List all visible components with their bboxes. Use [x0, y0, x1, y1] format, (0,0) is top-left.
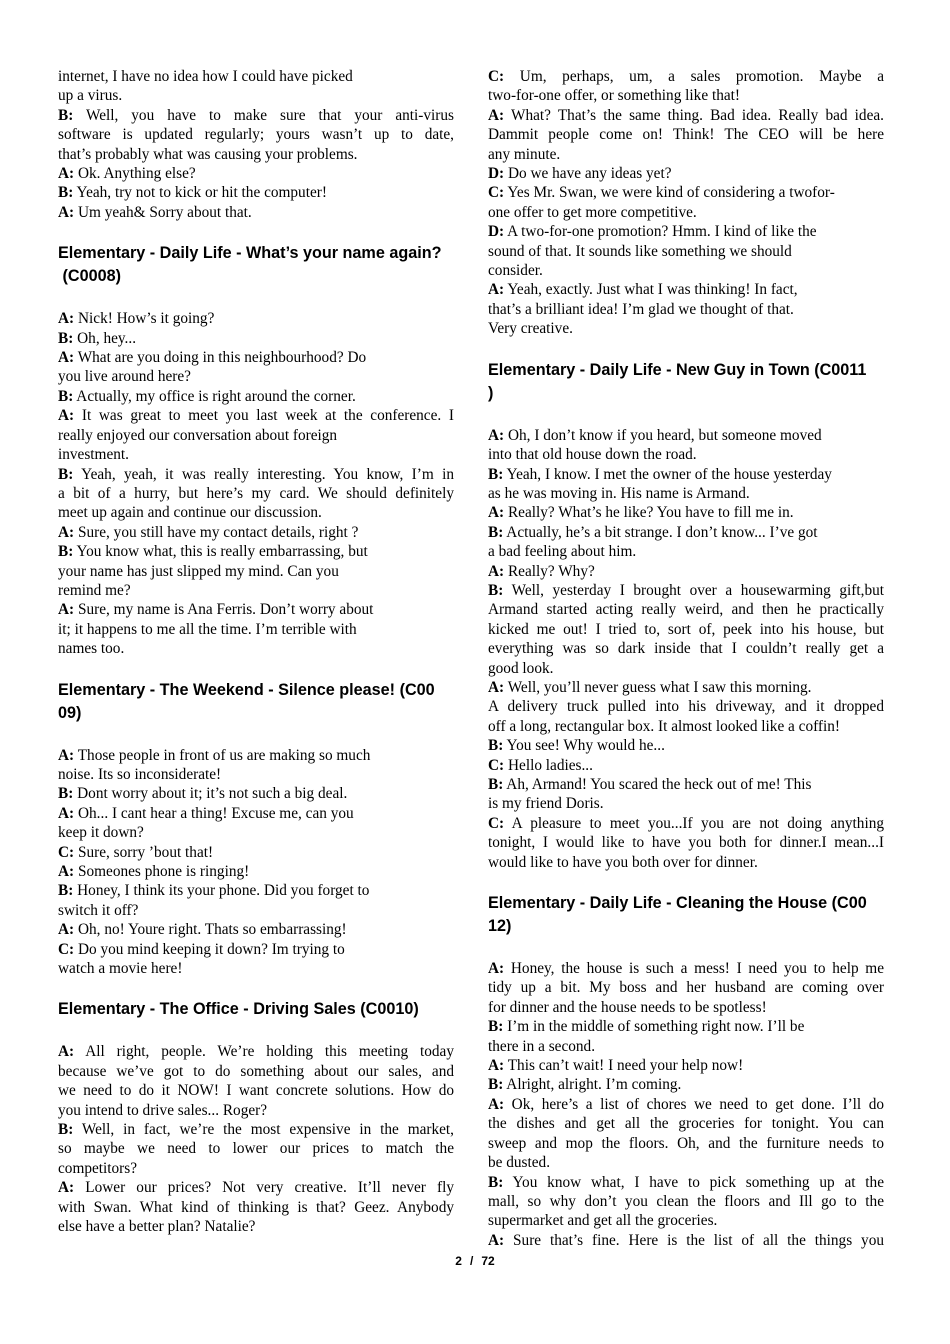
line-text: Someones phone is ringing!: [74, 863, 250, 880]
line-text: Very creative.: [488, 320, 573, 338]
dialogue-line: [58, 600, 454, 619]
line-text: Yeah, I know. I met the owner of the house yesterday: [503, 465, 832, 483]
dialogue-line: [58, 746, 454, 765]
dialogue-line: [488, 1037, 884, 1056]
speaker-label: C:: [488, 814, 505, 832]
speaker-label: B:: [488, 523, 504, 541]
speaker-label: B:: [58, 1121, 74, 1139]
section-heading-line: ): [488, 383, 494, 402]
line-text: All right, people. We’re holding this meeting today: [74, 1043, 454, 1061]
dialogue-line: [488, 484, 884, 503]
line-text: is my friend Doris.: [488, 795, 604, 813]
dialogue-line: [488, 697, 884, 716]
dialogue-line: [58, 164, 454, 183]
dialogue-line: [488, 600, 884, 619]
dialogue-line: [488, 426, 884, 445]
line-text: keep it down?: [58, 824, 144, 842]
dialogue-line: [488, 794, 884, 813]
dialogue-line: [58, 503, 454, 522]
dialogue-line: [488, 300, 884, 319]
line-text: tidy up a bit. My boss and her husband are coming over: [488, 979, 884, 997]
speaker-label: C:: [58, 940, 75, 958]
dialogue-line: [58, 309, 454, 328]
speaker-label: B:: [488, 776, 504, 793]
line-text: the dishes and get all the groceries for tonight. You can: [488, 1115, 884, 1133]
speaker-label: A:: [488, 678, 505, 696]
line-text: as he was moving in. His name is Armand.: [488, 484, 750, 502]
speaker-label: B:: [58, 465, 74, 483]
dialogue-line: [58, 86, 454, 105]
line-text: good look.: [488, 659, 554, 677]
dialogue-line: [488, 1134, 884, 1153]
line-text: Do we have any ideas yet?: [504, 165, 672, 183]
line-text: A two-for-one promotion? Hmm. I kind of like the: [504, 223, 817, 241]
speaker-label: A:: [58, 863, 75, 880]
line-text: Really? Why?: [504, 562, 595, 580]
section-heading-line: (C0008): [58, 267, 121, 286]
dialogue-line: [488, 581, 884, 600]
page-footer: [0, 1254, 950, 1268]
line-text: Oh... I cant hear a thing! Excuse me, can you: [74, 804, 354, 822]
dialogue-line: [58, 106, 454, 125]
dialogue-line: [58, 1139, 454, 1158]
section-heading: [488, 359, 884, 405]
speaker-label: A:: [58, 1043, 75, 1061]
line-text: Oh, hey...: [73, 329, 137, 347]
speaker-label: A:: [488, 1231, 505, 1249]
dialogue-line: [58, 784, 454, 803]
dialogue-line: [58, 203, 454, 222]
dialogue-line: [58, 1101, 454, 1120]
speaker-label: B:: [58, 184, 74, 202]
line-text: really enjoyed our conversation about foreign: [58, 426, 338, 444]
line-text: Well, yesterday I brought over a housewarming gift,but: [503, 581, 884, 599]
line-text: Well, in fact, we’re the most expensive in the market,: [73, 1121, 454, 1139]
section-heading: [58, 679, 454, 725]
speaker-label: A:: [58, 349, 75, 367]
speaker-label: C:: [488, 756, 505, 774]
line-text: software is updated regularly; yours wasn’t up to date,: [58, 126, 454, 144]
dialogue-line: [58, 1198, 454, 1217]
speaker-label: B:: [488, 581, 504, 599]
dialogue-line: [58, 881, 454, 900]
dialogue-line: [488, 978, 884, 997]
dialogue-line: [58, 843, 454, 862]
line-text: supermarket and get all the groceries.: [488, 1212, 718, 1230]
dialogue-line: [58, 523, 454, 542]
speaker-label: A:: [58, 746, 75, 764]
line-text: Well, you’ll never guess what I saw this morning.: [504, 678, 812, 696]
dialogue-line: [488, 756, 884, 775]
speaker-label: B:: [58, 543, 74, 561]
line-text: one offer to get more competitive.: [488, 203, 697, 221]
dialogue-line: [58, 562, 454, 581]
line-text: would like to have you both over for dinner.: [488, 853, 758, 871]
line-text: Armand started acting really weird, and then he practically: [488, 601, 884, 619]
line-text: Sure that’s fine. Here is the list of all the things you: [504, 1231, 884, 1249]
line-text: else have a better plan? Natalie?: [58, 1218, 256, 1236]
line-text: Sure, my name is Ana Ferris. Don’t worry about: [74, 601, 374, 619]
line-text: Alright, alright. I’m coming.: [503, 1076, 682, 1094]
line-text: up a virus.: [58, 87, 123, 105]
dialogue-line: [488, 678, 884, 697]
dialogue-line: [488, 183, 884, 202]
speaker-label: A:: [488, 504, 505, 522]
dialogue-line: [58, 1062, 454, 1081]
line-text: Lower our prices? Not very creative. It’ll never fly: [74, 1179, 454, 1197]
dialogue-line: [488, 1114, 884, 1133]
line-text: Dont worry about it; it’s not such a big deal.: [73, 785, 348, 803]
line-text: Ah, Armand! You scared the heck out of me! This: [503, 776, 812, 793]
dialogue-block: [58, 746, 454, 979]
dialogue-line: [58, 901, 454, 920]
dialogue-line: [58, 1081, 454, 1100]
speaker-label: B:: [58, 785, 74, 803]
line-text: it; it happens to me all the time. I’m terrible with: [58, 620, 357, 638]
speaker-label: A:: [58, 523, 75, 541]
dialogue-line: [488, 717, 884, 736]
line-text: sweep and mop the floors. Oh, and the furniture needs to: [488, 1134, 884, 1152]
dialogue-line: [58, 125, 454, 144]
section-heading-line: 12): [488, 917, 512, 936]
dialogue-line: [488, 1211, 884, 1230]
speaker-label: A:: [488, 106, 505, 124]
dialogue-line: [488, 445, 884, 464]
dialogue-block: [58, 1042, 454, 1236]
dialogue-line: [58, 1120, 454, 1139]
dialogue-line: [58, 67, 454, 86]
line-text: any minute.: [488, 145, 561, 163]
line-text: Oh, no! Youre right. Thats so embarrassing!: [74, 921, 347, 939]
line-text: Ok, here’s a list of chores we need to get done. I’ll do: [504, 1095, 884, 1113]
dialogue-line: [58, 1159, 454, 1178]
dialogue-line: [58, 465, 454, 484]
dialogue-line: [488, 242, 884, 261]
speaker-label: B:: [58, 329, 74, 347]
line-text: Actually, he’s a bit strange. I don’t know... I’ve got: [503, 523, 818, 541]
speaker-label: B:: [488, 465, 504, 483]
speaker-label: B:: [58, 387, 74, 405]
dialogue-line: [58, 484, 454, 503]
dialogue-block: [58, 309, 454, 658]
line-text: your name has just slipped my mind. Can you: [58, 562, 339, 580]
dialogue-line: [58, 183, 454, 202]
dialogue-line: [488, 523, 884, 542]
line-text: Do you mind keeping it down? Im trying to: [74, 940, 345, 958]
line-text: a bad feeling about him.: [488, 543, 637, 561]
line-text: Yeah, exactly. Just what I was thinking! In fact,: [504, 281, 798, 299]
line-text: everything was so dark inside that I couldn’t really get a: [488, 640, 884, 658]
line-text: there in a second.: [488, 1037, 596, 1055]
line-text: Actually, my office is right around the corner.: [73, 387, 356, 405]
speaker-label: A:: [58, 407, 75, 425]
dialogue-line: [58, 959, 454, 978]
line-text: off a long, rectangular box. It almost looked like a coffin!: [488, 717, 841, 735]
line-text: This can’t wait! I need your help now!: [504, 1057, 744, 1075]
speaker-label: A:: [488, 426, 505, 444]
speaker-label: A:: [488, 281, 505, 299]
dialogue-line: [58, 823, 454, 842]
dialogue-line: [488, 125, 884, 144]
section-heading-line: Elementary - Daily Life - New Guy in Town (C0011: [488, 360, 867, 379]
line-text: that’s a brilliant idea! I’m glad we thought of that.: [488, 300, 794, 318]
section-heading-line: Elementary - Daily Life - What’s your name again?: [58, 244, 442, 263]
line-text: a bit of a hurry, but here’s my card. We should definitely: [58, 484, 454, 502]
speaker-label: B:: [58, 882, 74, 900]
line-text: What are you doing in this neighbourhood? Do: [74, 349, 367, 367]
line-text: two-for-one offer, or something like that!: [488, 87, 740, 105]
dialogue-line: [488, 1173, 884, 1192]
line-text: It was great to meet you last week at the conference. I: [74, 407, 454, 425]
line-text: Those people in front of us are making so much: [74, 746, 371, 764]
dialogue-line: [58, 1042, 454, 1061]
line-text: Well, you have to make sure that your anti-virus: [73, 106, 454, 124]
line-text: internet, I have no idea how I could have picked: [58, 68, 353, 85]
line-text: Ok. Anything else?: [74, 165, 196, 183]
line-text: Really? What’s he like? You have to fill me in.: [504, 504, 794, 522]
speaker-label: A:: [58, 601, 75, 619]
line-text: I’m in the middle of something right now. I’ll be: [503, 1018, 805, 1036]
dialogue-line: [58, 145, 454, 164]
line-text: switch it off?: [58, 901, 139, 919]
line-text: A pleasure to meet you...If you are not doing anything: [504, 814, 884, 832]
dialogue-line: [58, 862, 454, 881]
speaker-label: B:: [488, 1173, 504, 1191]
dialogue-line: [488, 319, 884, 338]
section-heading-line: Elementary - The Office - Driving Sales (C0010): [58, 1000, 419, 1019]
dialogue-line: [58, 581, 454, 600]
line-text: names too.: [58, 640, 125, 658]
right-column: [488, 67, 884, 1250]
dialogue-line: [488, 814, 884, 833]
dialogue-line: [58, 542, 454, 561]
line-text: remind me?: [58, 581, 131, 599]
dialogue-block: [488, 959, 884, 1250]
dialogue-line: [488, 1095, 884, 1114]
speaker-label: A:: [58, 203, 75, 221]
dialogue-line: [488, 1192, 884, 1211]
speaker-label: A:: [58, 921, 75, 939]
line-text: noise. Its so inconsiderate!: [58, 765, 222, 783]
dialogue-line: [488, 959, 884, 978]
line-text: Um yeah& Sorry about that.: [74, 203, 252, 221]
dialogue-line: [58, 765, 454, 784]
dialogue-line: [488, 106, 884, 125]
speaker-label: D:: [488, 165, 505, 183]
dialogue-line: [488, 659, 884, 678]
line-text: investment.: [58, 446, 129, 464]
line-text: Nick! How’s it going?: [74, 310, 215, 328]
line-text: Hello ladies...: [504, 756, 593, 774]
dialogue-line: [488, 853, 884, 872]
dialogue-line: [488, 736, 884, 755]
dialogue-line: [488, 203, 884, 222]
line-text: What? That’s the same thing. Bad idea. Really bad idea.: [504, 106, 884, 124]
line-text: Um, perhaps, um, a sales promotion. Maybe a: [504, 68, 884, 85]
dialogue-block: [488, 426, 884, 872]
dialogue-line: [58, 1178, 454, 1197]
dialogue-line: [58, 639, 454, 658]
line-text: Oh, I don’t know if you heard, but someone moved: [504, 426, 822, 444]
line-text: you intend to drive sales... Roger?: [58, 1101, 268, 1119]
dialogue-line: [58, 367, 454, 386]
dialogue-line: [488, 280, 884, 299]
speaker-label: B:: [488, 737, 504, 755]
dialogue-line: [488, 639, 884, 658]
line-text: that’s probably what was causing your problems.: [58, 145, 358, 163]
line-text: we need to do it NOW! I want concrete solutions. How do: [58, 1082, 454, 1100]
section-heading: [58, 242, 454, 288]
line-text: Yeah, try not to kick or hit the computer!: [73, 184, 327, 202]
line-text: be dusted.: [488, 1154, 551, 1172]
speaker-label: D:: [488, 223, 505, 241]
dialogue-line: [58, 406, 454, 425]
dialogue-line: [488, 503, 884, 522]
total-page-count: 72: [481, 1254, 495, 1268]
section-heading-line: Elementary - Daily Life - Cleaning the House (C00: [488, 894, 867, 913]
line-text: Yes Mr. Swan, we were kind of considering a twofor-: [504, 184, 835, 202]
dialogue-line: [58, 348, 454, 367]
line-text: you live around here?: [58, 368, 191, 386]
speaker-label: A:: [488, 1057, 505, 1075]
dialogue-line: [488, 1153, 884, 1172]
line-text: because we’ve got to do something about our sales, and: [58, 1062, 454, 1080]
line-text: into that old house down the road.: [488, 446, 697, 464]
line-text: Sure, you still have my contact details, right ?: [74, 523, 359, 541]
speaker-label: A:: [488, 1095, 505, 1113]
speaker-label: C:: [488, 184, 505, 202]
speaker-label: B:: [488, 1018, 504, 1036]
speaker-label: A:: [58, 804, 75, 822]
current-page-number: 2: [455, 1254, 462, 1268]
speaker-label: B:: [58, 106, 74, 124]
speaker-label: C:: [488, 68, 505, 85]
dialogue-line: [58, 920, 454, 939]
dialogue-line: [488, 164, 884, 183]
line-text: tonight, I would like to have you both for dinner.I mean...I: [488, 834, 884, 852]
dialogue-line: [58, 387, 454, 406]
line-text: You know what, I have to pick something up at the: [503, 1173, 884, 1191]
dialogue-line: [488, 562, 884, 581]
dialogue-line: [58, 445, 454, 464]
section-heading: [58, 998, 454, 1021]
dialogue-line: [488, 67, 884, 86]
dialogue-line: [488, 1231, 884, 1250]
speaker-label: B:: [488, 1076, 504, 1094]
left-column: [58, 67, 454, 1237]
dialogue-line: [488, 1017, 884, 1036]
line-text: watch a movie here!: [58, 960, 183, 978]
dialogue-line: [58, 804, 454, 823]
line-text: so maybe we need to lower our prices to match the: [58, 1140, 454, 1158]
line-text: Dammit people come on! Think! The CEO will be here: [488, 126, 884, 144]
line-text: with Swan. What kind of thinking is that? Geez. Anybody: [58, 1198, 454, 1216]
dialogue-line: [58, 620, 454, 639]
dialogue-line: [488, 261, 884, 280]
dialogue-line: [58, 1217, 454, 1236]
dialogue-line: [488, 145, 884, 164]
section-heading-line: Elementary - The Weekend - Silence please! (C00: [58, 680, 435, 699]
dialogue-line: [58, 940, 454, 959]
dialogue-line: [488, 1075, 884, 1094]
dialogue-line: [488, 833, 884, 852]
line-text: competitors?: [58, 1159, 138, 1177]
dialogue-line: [58, 329, 454, 348]
line-text: sound of that. It sounds like something we should: [488, 242, 792, 260]
line-text: Honey, the house is such a mess! I need you to help me: [504, 960, 884, 978]
line-text: mall, so why don’t you clean the floors and Ill go to the: [488, 1192, 884, 1210]
dialogue-line: [488, 620, 884, 639]
speaker-label: C:: [58, 843, 75, 861]
line-text: A delivery truck pulled into his driveway, and it dropped: [488, 698, 884, 716]
line-text: You know what, this is really embarrassing, but: [73, 543, 368, 561]
line-text: Honey, I think its your phone. Did you forget to: [73, 882, 370, 900]
line-text: Sure, sorry ’bout that!: [74, 843, 214, 861]
dialogue-line: [488, 222, 884, 241]
dialogue-line: [488, 1056, 884, 1075]
speaker-label: A:: [58, 165, 75, 183]
speaker-label: A:: [488, 562, 505, 580]
line-text: kicked me out! I tried to, sort of, peek into his house, but: [488, 620, 884, 638]
line-text: for dinner and the house needs to be spotless!: [488, 998, 767, 1016]
line-text: consider.: [488, 262, 543, 280]
dialogue-line: [488, 998, 884, 1017]
dialogue-line: [58, 426, 454, 445]
speaker-label: A:: [488, 960, 505, 978]
speaker-label: A:: [58, 310, 75, 328]
dialogue-line: [488, 542, 884, 561]
line-text: meet up again and continue our discussion.: [58, 504, 322, 522]
line-text: Yeah, yeah, it was really interesting. You know, I’m in: [73, 465, 454, 483]
dialogue-line: [488, 775, 884, 794]
speaker-label: A:: [58, 1179, 75, 1197]
dialogue-line: [488, 86, 884, 105]
dialogue-line: [488, 465, 884, 484]
section-heading: [488, 892, 884, 938]
page-separator: /: [469, 1254, 474, 1268]
line-text: You see! Why would he...: [503, 737, 665, 755]
section-heading-line: 09): [58, 703, 82, 722]
